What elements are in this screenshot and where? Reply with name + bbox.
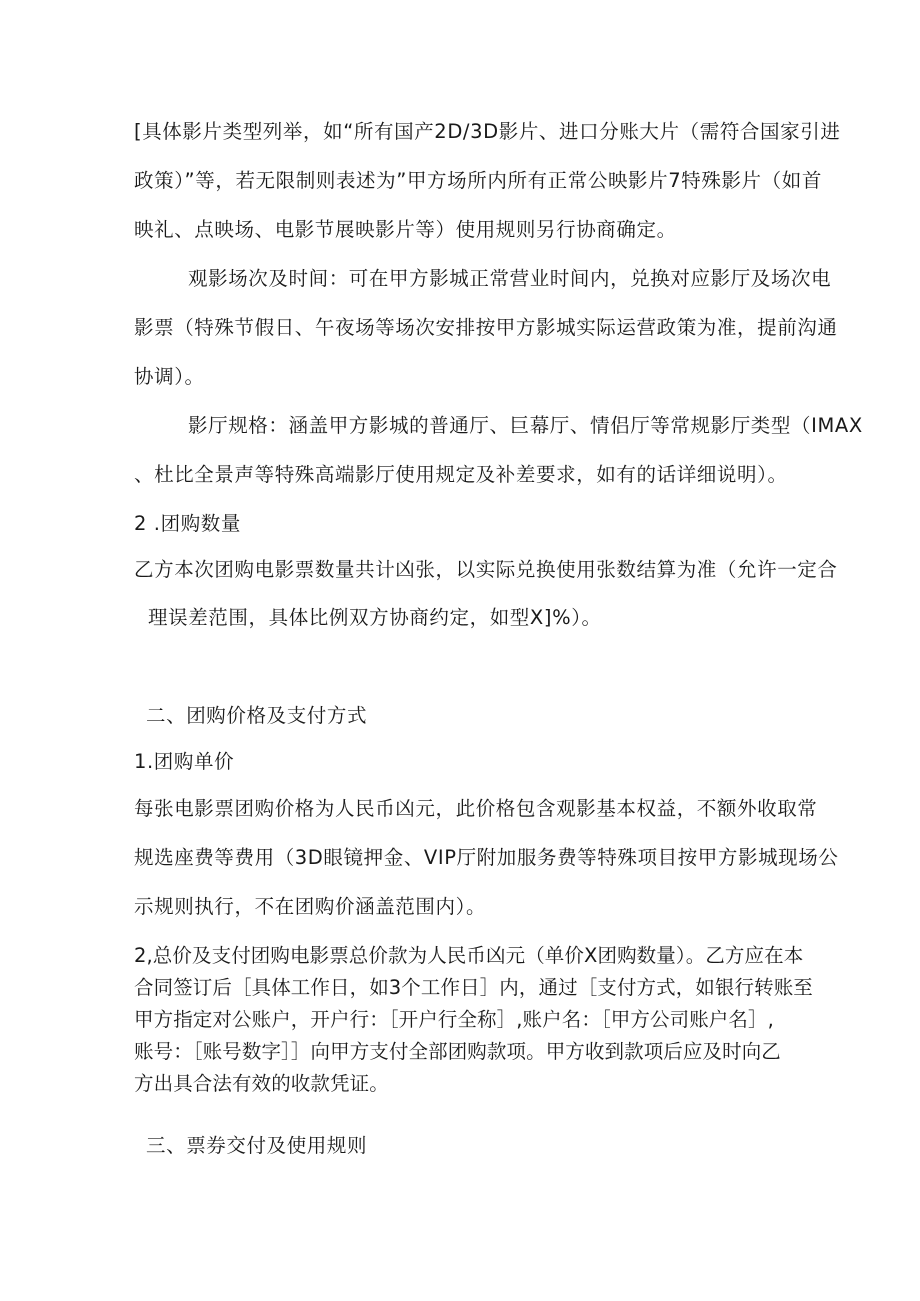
paragraph-line: 理误差范围，具体比例双方协商约定，如型X]%）。 — [148, 606, 602, 629]
paragraph-line: 2,总价及支付团购电影票总价款为人民币凶元（单价X团购数量）。乙方应在本 — [134, 944, 804, 967]
paragraph-line: 乙方本次团购电影票数量共计凶张，以实际兑换使用张数结算为准（允许一定合 — [134, 558, 838, 581]
paragraph-line: 协调）。 — [134, 365, 205, 388]
paragraph-line: 账号：［账号数字］］向甲方支付全部团购款项。甲方收到款项后应及时向乙 — [134, 1040, 781, 1063]
paragraph-line: 影票（特殊节假日、午夜场等场次安排按甲方影城实际运营政策为准，提前沟通 — [134, 316, 838, 339]
paragraph-line: [具体影片类型列举，如“所有国产2D/3D影片、进口分账大片（需符合国家引进 — [134, 120, 841, 143]
paragraph-line: 甲方指定对公账户，开户行：［开户行全称］,账户名：［甲方公司账户名］, — [134, 1008, 774, 1031]
paragraph-line: 影厅规格：涵盖甲方影城的普通厅、巨幕厅、情侣厅等常规影厅类型（IMAX — [188, 414, 863, 437]
paragraph-line: 映礼、点映场、电影节展映影片等）使用规则另行协商确定。 — [134, 218, 677, 241]
paragraph-line: 观影场次及时间：可在甲方影城正常营业时间内，兑换对应影厅及场次电 — [188, 267, 832, 290]
section-title: 二、团购价格及支付方式 — [146, 704, 368, 727]
paragraph-line: 政策）”等，若无限制则表述为”甲方场所内所有正常公映影片7特殊影片（如首 — [134, 169, 822, 192]
paragraph-line: 、杜比全景声等特殊高端影厅使用规定及补差要求，如有的话详细说明）。 — [134, 463, 788, 486]
section-heading: 2 .团购数量 — [134, 512, 242, 535]
section-title: 三、票券交付及使用规则 — [146, 1134, 368, 1157]
paragraph-line: 合同签订后［具体工作日，如3个工作日］内，通过［支付方式，如银行转账至 — [134, 976, 813, 999]
paragraph-line: 方出具合法有效的收款凭证。 — [134, 1072, 389, 1095]
paragraph-line: 示规则执行，不在团购价涵盖范围内）。 — [134, 895, 487, 918]
paragraph-line: 每张电影票团购价格为人民币凶元，此价格包含观影基本权益，不额外收取常 — [134, 797, 818, 820]
paragraph-line: 规选座费等费用（3D眼镜押金、VIP厅附加服务费等特殊项目按甲方影城现场公 — [134, 846, 839, 869]
section-heading: 1.团购单价 — [134, 750, 235, 773]
